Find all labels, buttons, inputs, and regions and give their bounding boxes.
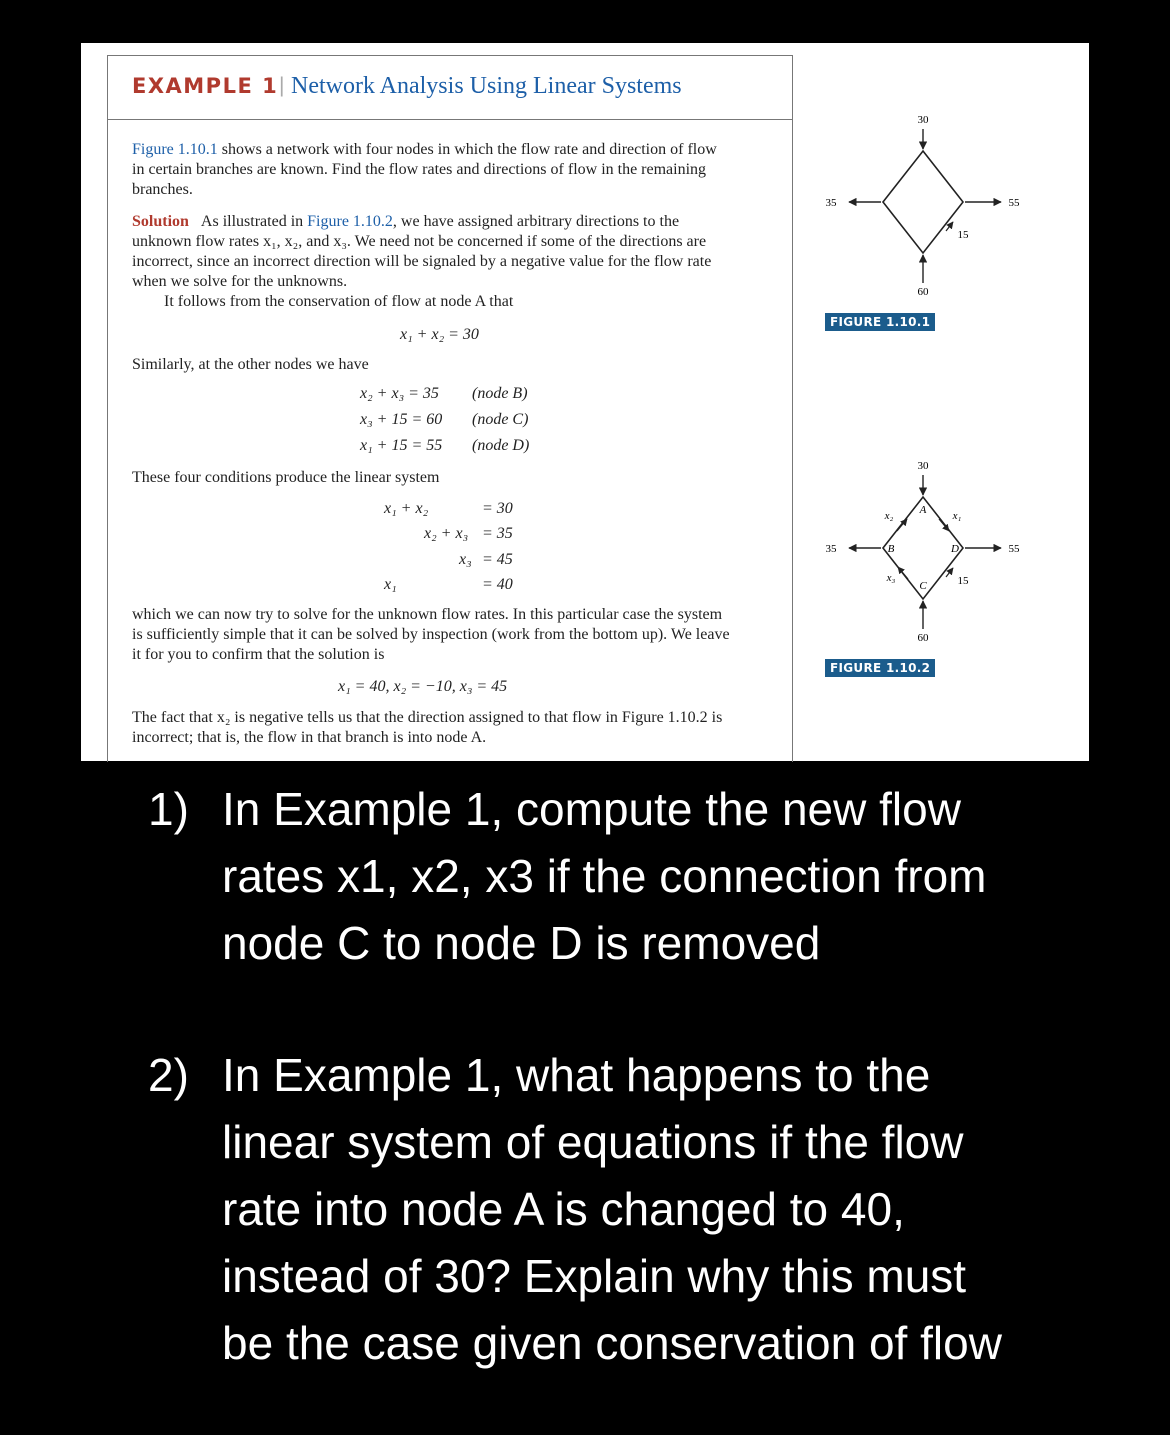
network-diamond (883, 151, 963, 253)
node-c-label: C (919, 580, 927, 592)
solution-line-2: unknown flow rates x₁, x₂, and x₃. We need not be concerned if some of the directions are (132, 233, 707, 250)
figure-1-10-1-label: FIGURE 1.10.1 (825, 313, 935, 331)
node-d-label: D (951, 543, 959, 555)
system-row-1-rhs: = 30 (482, 500, 513, 517)
fig2-right-value: 55 (1008, 543, 1020, 555)
system-row-4-rhs: = 40 (482, 576, 513, 593)
solution-label: Solution (132, 213, 189, 230)
label-node-c: (node C) (472, 411, 529, 428)
system-row-4-lhs: x₁ (384, 576, 397, 593)
intro-line-1: Figure 1.10.1 shows a network with four nodes in which the flow rate and direction of flow (132, 141, 717, 158)
intro-line-3: branches. (132, 181, 193, 198)
figure-1-10-2-label: FIGURE 1.10.2 (825, 659, 935, 677)
node-a-label: A (919, 504, 927, 516)
equation-node-b: x₂ + x₃ = 35 (360, 385, 439, 402)
var-x2-label: x₂ (884, 510, 894, 522)
question-2-line-5: be the case given conservation of flow (222, 1317, 1002, 1369)
figure-1-10-1-network (811, 111, 1061, 331)
textbook-page (81, 43, 1089, 761)
label-node-d: (node D) (472, 437, 530, 454)
solution-line-1: Solution As illustrated in Figure 1.10.2, we have assigned arbitrary directions to the (132, 213, 680, 230)
fig1-right-value: 55 (1008, 197, 1020, 209)
which-line-1: which we can now try to solve for the unknown flow rates. In this particular case the system (132, 606, 723, 623)
system-row-1-lhs: x₁ + x₂ (384, 500, 429, 517)
question-2-line-3: rate into node A is changed to 40, (222, 1183, 905, 1235)
question-1-line-3: node C to node D is removed (222, 917, 821, 969)
example-separator: | (279, 74, 285, 97)
system-row-2-rhs: = 35 (482, 525, 513, 542)
figure-1-10-2-network (811, 457, 1061, 677)
system-row-2-lhs: x₂ + x₃ (424, 525, 469, 542)
fig2-top-value: 30 (917, 460, 929, 472)
question-1-text (222, 776, 986, 977)
question-2-line-4: instead of 30? Explain why this must (222, 1250, 967, 1302)
question-2-number: 2) (148, 1049, 189, 1101)
fig2-bottom-value: 60 (917, 632, 929, 644)
x1-direction-arrow (939, 519, 949, 531)
question-2-line-1: In Example 1, what happens to the (222, 1049, 931, 1101)
intro-line-2: in certain branches are known. Find the flow rates and directions of flow in the remaining (132, 161, 707, 178)
these-four-text: These four conditions produce the linear system (132, 469, 440, 486)
equation-node-d: x₁ + 15 = 55 (360, 437, 443, 454)
example-title: Network Analysis Using Linear Systems (291, 73, 682, 99)
system-row-3-lhs: x₃ (459, 551, 472, 568)
equation-node-c: x₃ + 15 = 60 (360, 411, 443, 428)
question-2-line-2: linear system of equations if the flow (222, 1116, 964, 1168)
question-1-line-1: In Example 1, compute the new flow (222, 783, 961, 835)
similarly-text: Similarly, at the other nodes we have (132, 356, 369, 373)
node-b-label: B (887, 543, 895, 555)
fig1-top-value: 30 (917, 114, 929, 126)
fig2-branch-value: 15 (957, 575, 969, 587)
fig1-left-value: 35 (825, 197, 837, 209)
example-box (107, 55, 793, 762)
which-line-3: it for you to confirm that the solution is (132, 646, 385, 663)
x2-direction-arrow (897, 519, 907, 531)
fact-line-1: The fact that x₂ is negative tells us that the direction assigned to that flow in Figure 1.10.2 is (132, 709, 723, 726)
fig1-bottom-value: 60 (917, 286, 929, 298)
question-2-text (222, 1042, 1002, 1377)
var-x1-label: x₁ (952, 510, 962, 522)
solution-line-3: incorrect, since an incorrect direction will be signaled by a negative value for the flow rate (132, 253, 712, 270)
fact-line-2: incorrect; that is, the flow in that branch is into node A. (132, 729, 487, 746)
system-row-3-rhs: = 45 (482, 551, 513, 568)
x3-direction-arrow (898, 567, 908, 579)
label-node-b: (node B) (472, 385, 528, 402)
fig1-branch-value: 15 (957, 229, 969, 241)
question-1-number: 1) (148, 783, 189, 835)
solution-line-4: when we solve for the unknowns. (132, 273, 348, 290)
which-line-2: is sufficiently simple that it can be solved by inspection (work from the bottom up). We leave (132, 626, 730, 643)
solution-line-5: It follows from the conservation of flow at node A that (164, 293, 514, 310)
var-x3-label: x₃ (886, 572, 896, 584)
fig2-left-value: 35 (825, 543, 837, 555)
solution-values: x₁ = 40, x₂ = −10, x₃ = 45 (338, 678, 508, 695)
question-1-line-2: rates x1, x2, x3 if the connection from (222, 850, 987, 902)
example-label: EXAMPLE 1 (132, 74, 279, 98)
figure-link-2[interactable]: Figure 1.10.2 (307, 213, 393, 230)
figure-link-1[interactable]: Figure 1.10.1 (132, 141, 218, 158)
example-header (108, 56, 792, 120)
equation-node-a: x₁ + x₂ = 30 (400, 326, 479, 343)
